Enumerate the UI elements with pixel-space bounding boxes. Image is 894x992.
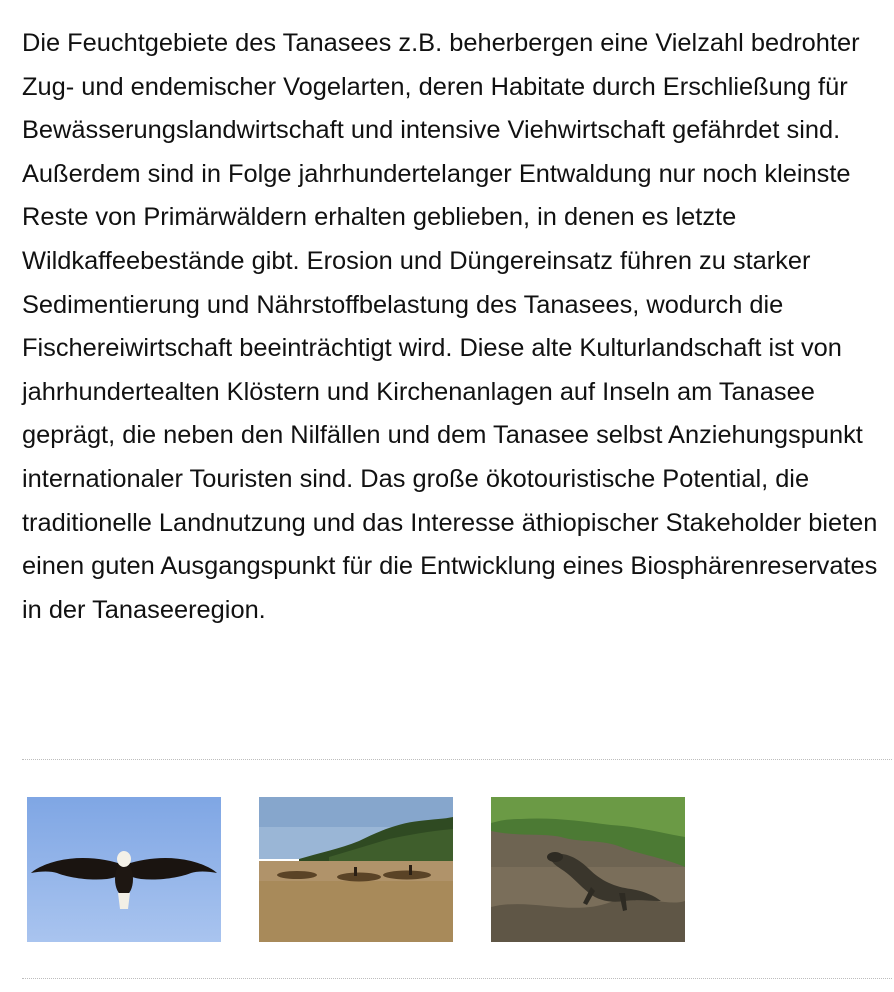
lake-boats-photo [259,797,453,942]
gallery-divider-top [22,759,892,760]
gallery-thumbnail-lizard[interactable] [491,797,685,942]
lizard-photo [491,797,685,942]
article-paragraph: Die Feuchtgebiete des Tanasees z.B. beherbergen eine Vielzahl bedrohter Zug- und endemischer Vogelarten, deren Habitate durch Erschließung für Bewässerungslandwirtschaft und intensive Viehwirtschaft gefährdet sind. Außerdem sind in Folge jahrhundertelanger Entwaldung nur noch kleinste Reste von Primärwäldern erhalten geblieben, in denen es letzte Wildkaffeebestände gibt. Erosion und Düngereinsatz führen zu starker Sedimentierung und Nährstoffbelastung des Tanasees, wodurch die Fischereiwirtschaft beeinträchtigt wird. Diese alte Kulturlandschaft ist von jahrhundertealten Klöstern und Kirchenanlagen auf Inseln am Tanasee geprägt, die neben den Nilfällen und dem Tanasee selbst Anziehungspunkt internationaler Touristen sind. Das große ökotouristische Potential, die traditionelle Landnutzung und das Interesse äthiopischer Stakeholder bieten einen guten Ausgangspunkt für die Entwicklung eines Biosphärenreservates in der Tanaseeregion. [22,29,878,624]
gallery-divider-bottom [22,978,892,979]
gallery-thumbnail-eagle[interactable] [27,797,221,942]
eagle-photo [27,797,221,942]
gallery-thumbnail-lake[interactable] [259,797,453,942]
